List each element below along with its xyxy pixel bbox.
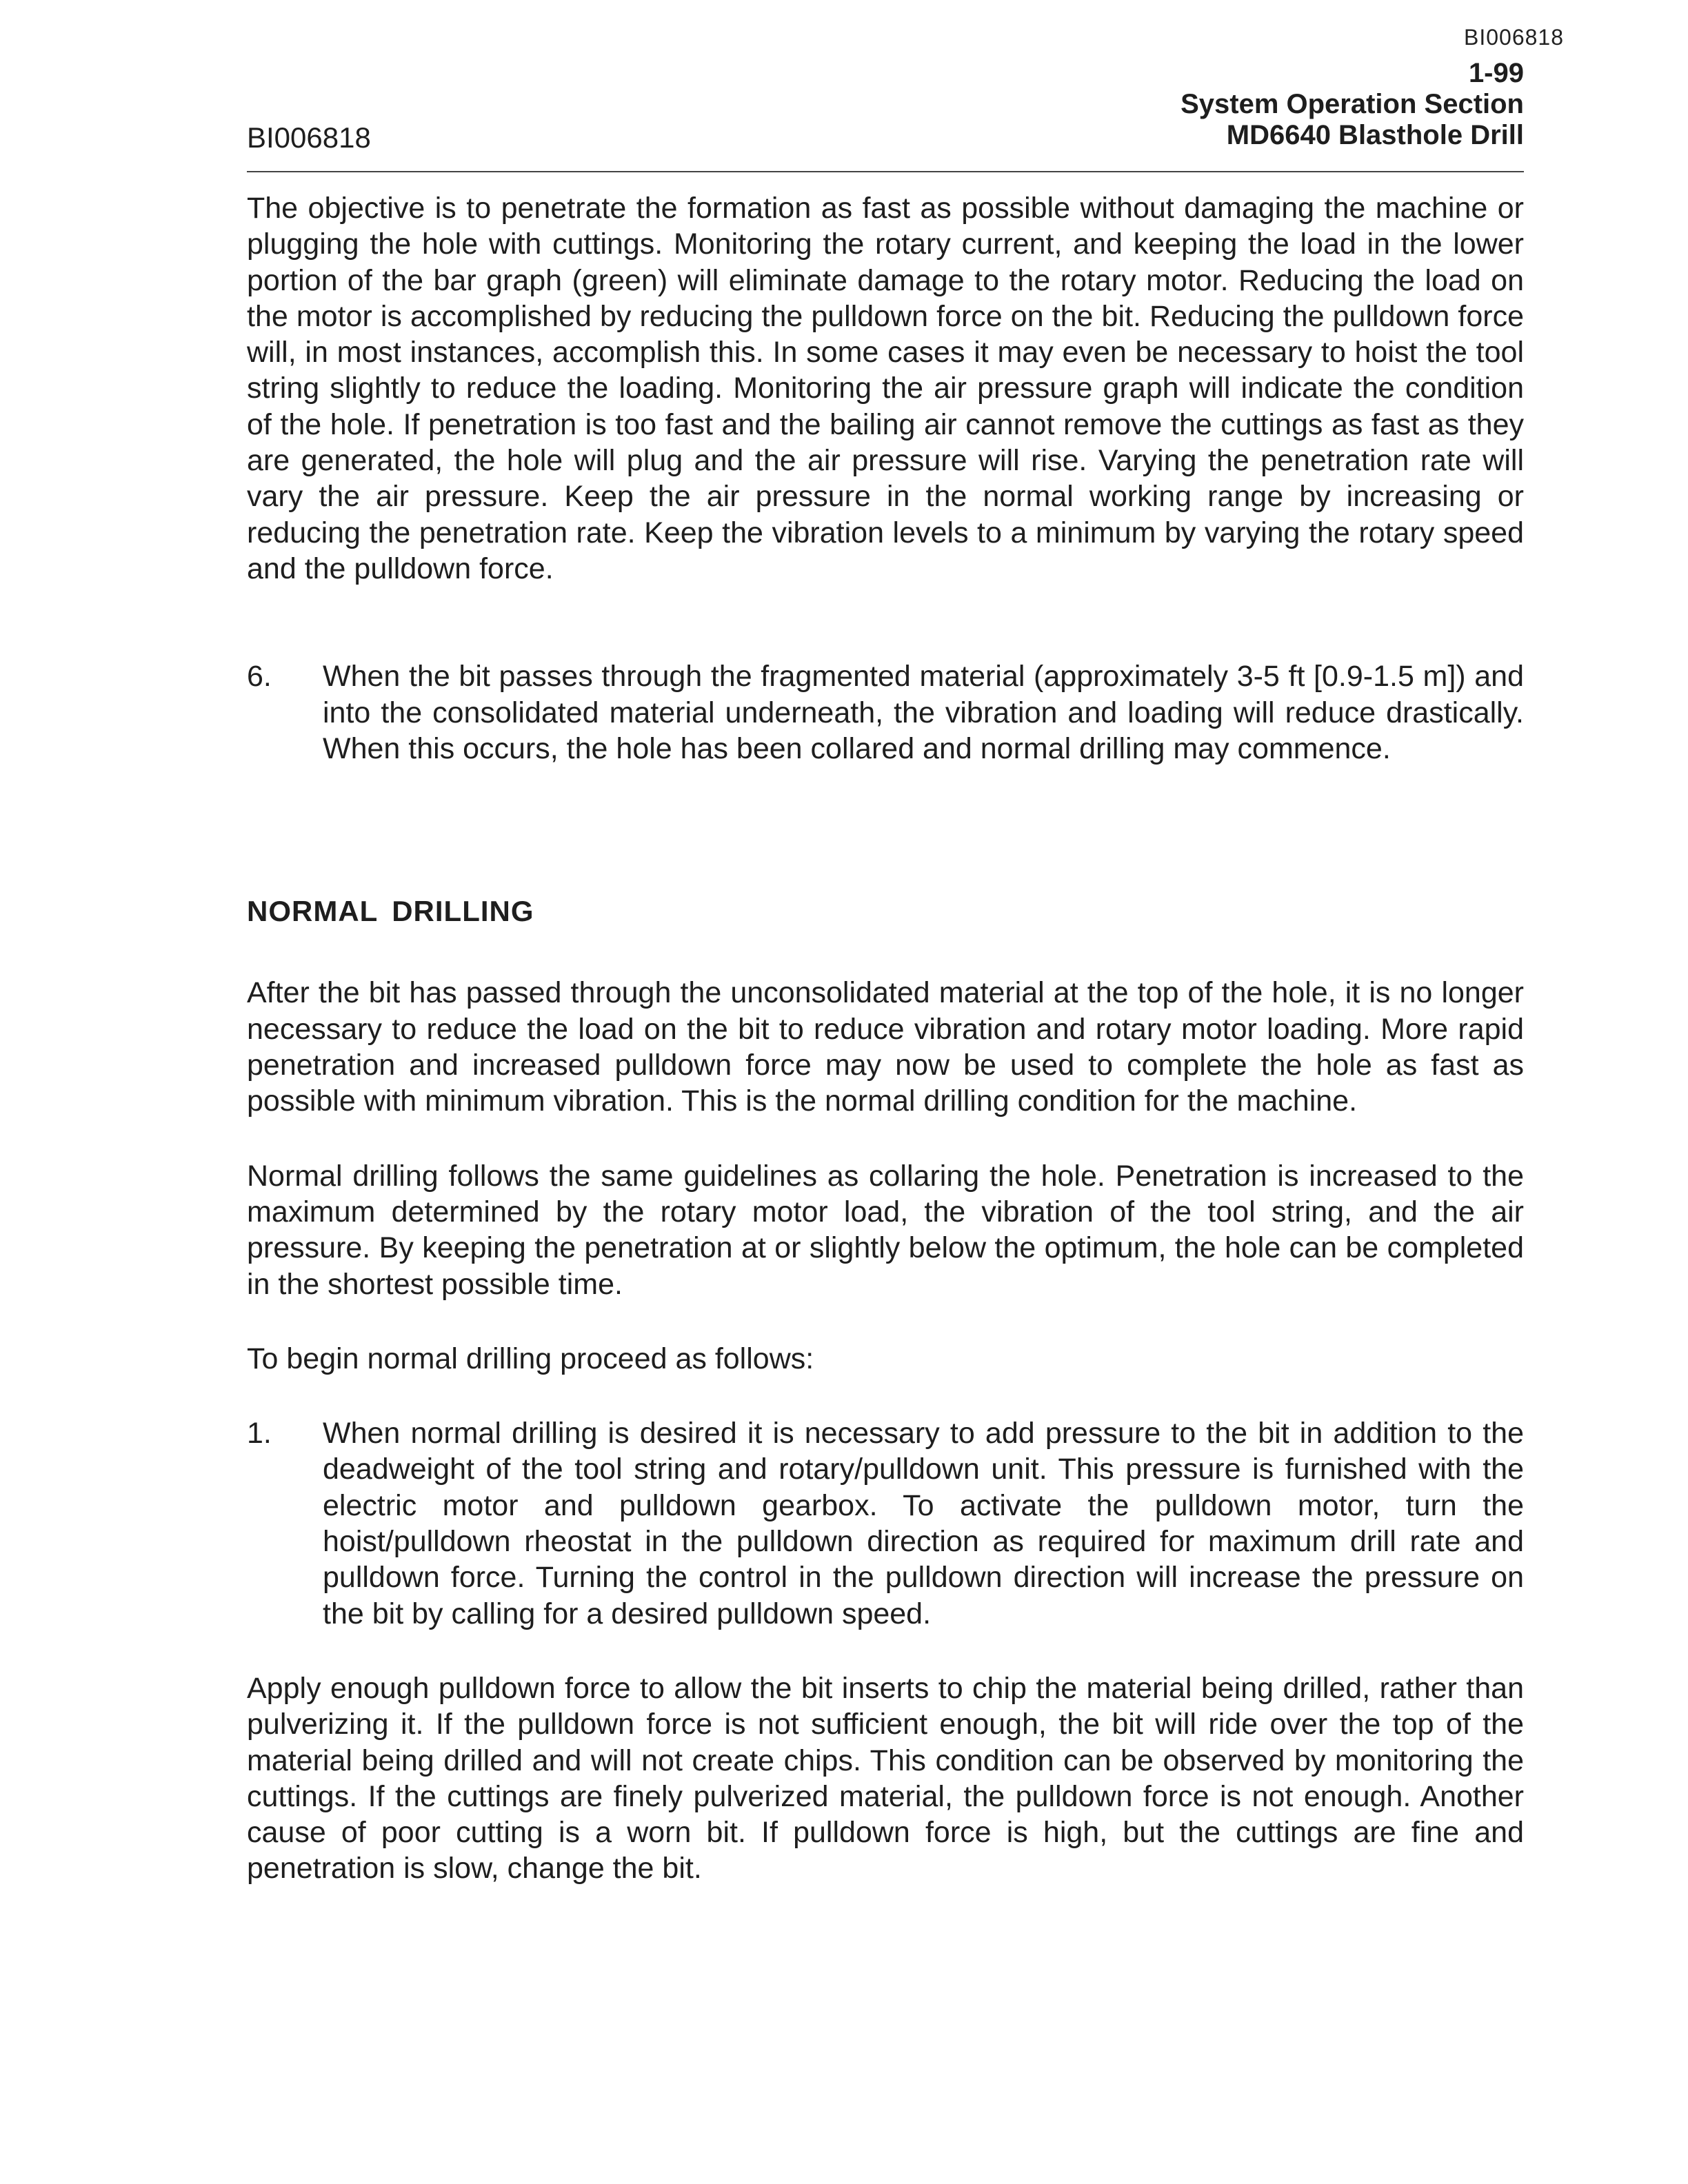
header-document-id: BI006818 <box>247 121 371 154</box>
section-heading-normal-drilling: NORMAL DRILLING <box>247 895 534 928</box>
paragraph-apply-pulldown-force: Apply enough pulldown force to allow the bit inserts to chip the material being drilled, rather than pulverizing it. If the pulldown force is not sufficient enough, the bit will ride over the top of the material being drilled and will not create chips. This condition can be observed by monitoring the cuttings. If the cuttings are finely pulverized material, the pulldown force is not enough. Another cause of poor cutting is a worn bit. If pulldown force is high, but the cuttings are fine and penetration is slow, change the bit. <box>247 1671 1524 1885</box>
intro-paragraph: The objective is to penetrate the formation as fast as possible without damaging the machine or plugging the hole with cuttings. Monitoring the rotary current, and keeping the load in the lower portion of the bar graph (green) will eliminate damage to the rotary motor. Reducing the load on the motor is accomplished by reducing the pulldown force on the bit. Reducing the pulldown force will, in most instances, accomplish this. In some cases it may even be necessary to hoist the tool string slightly to reduce the loading. Monitoring the air pressure graph will indicate the condition of the hole. If penetration is too fast and the bailing air cannot remove the cuttings as fast as they are generated, the hole will plug and the air pressure will rise. Varying the penetration rate will vary the air pressure. Keep the air pressure in the normal working range by increasing or reducing the penetration rate. Keep the vibration levels to a minimum by varying the rotary speed and the pulldown force. <box>247 192 1524 585</box>
paragraph-normal-drilling-guidelines: Normal drilling follows the same guidelines as collaring the hole. Penetration is increased to the maximum determined by the rotary motor load, the vibration of the tool string, and the air pressure. By keeping the penetration at or slightly below the optimum, the hole can be completed in the shortest possible time. <box>247 1159 1524 1301</box>
paragraph-after-bit-passed: After the bit has passed through the unconsolidated material at the top of the hole, it is no longer necessary to reduce the load on the bit to reduce vibration and rotary motor loading. More rapid penetration and increased pulldown force may now be used to complete the hole as fast as possible with minimum vibration. This is the normal drilling condition for the machine. <box>247 976 1524 1118</box>
header-right-block <box>1180 58 1524 151</box>
page-number: 1-99 <box>1468 58 1524 88</box>
header-divider <box>247 171 1524 172</box>
page-body <box>247 190 1524 1887</box>
list-item-number: 1. <box>247 1417 272 1450</box>
page-header <box>247 58 1524 154</box>
section-title: System Operation Section <box>1180 89 1524 119</box>
list-item-step-1 <box>247 1415 1524 1632</box>
paragraph-begin-normal-drilling: To begin normal drilling proceed as follows: <box>247 1342 814 1375</box>
list-item-text: When the bit passes through the fragmented material (approximately 3-5 ft [0.9-1.5 m]) and into the consolidated material underneath, the vibration and loading will reduce drastically. When this occurs, the hole has been collared and normal drilling may commence. <box>323 660 1524 765</box>
product-title: MD6640 Blasthole Drill <box>1226 120 1524 150</box>
list-item-number: 6. <box>247 660 272 694</box>
list-item-step-6 <box>247 658 1524 767</box>
corner-document-id: BI006818 <box>1463 25 1564 50</box>
list-item-text: When normal drilling is desired it is necessary to add pressure to the bit in addition to the deadweight of the tool string and rotary/pulldown unit. This pressure is furnished with the electric motor and pulldown gearbox. To activate the pulldown motor, turn the hoist/pulldown rheostat in the pulldown direction as required for maximum drill rate and pulldown force. Turning the control in the pulldown direction will increase the pressure on the bit by calling for a desired pulldown speed. <box>323 1417 1524 1630</box>
